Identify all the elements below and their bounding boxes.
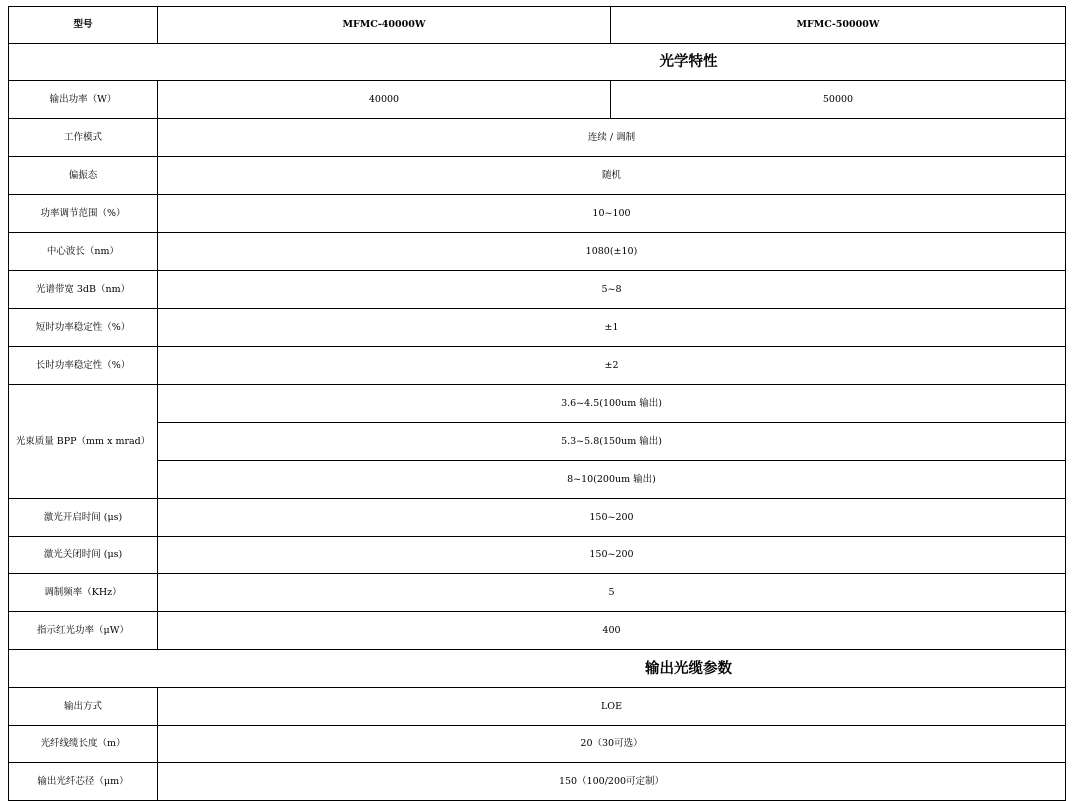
row-value: 5 bbox=[158, 574, 1066, 612]
row-label: 功率调节范围（%） bbox=[9, 195, 158, 233]
row-label: 输出方式 bbox=[9, 688, 158, 726]
row-output-power bbox=[9, 81, 1066, 119]
section-title-optical bbox=[9, 44, 1066, 81]
row-red-light-power bbox=[9, 612, 1066, 650]
row-value: 400 bbox=[158, 612, 1066, 650]
row-beam-quality-3 bbox=[9, 461, 1066, 499]
row-label: 光束质量 BPP（mm x mrad） bbox=[9, 385, 158, 499]
row-value-b: 50000 bbox=[611, 81, 1066, 119]
row-label: 激光关闭时间 (μs) bbox=[9, 537, 158, 574]
row-long-term-stability bbox=[9, 347, 1066, 385]
row-value: 8~10(200um 输出) bbox=[158, 461, 1066, 499]
row-label: 中心波长（nm） bbox=[9, 233, 158, 271]
row-beam-quality-2 bbox=[9, 423, 1066, 461]
row-label: 光谱带宽 3dB（nm） bbox=[9, 271, 158, 309]
row-value: 随机 bbox=[158, 157, 1066, 195]
row-label: 长时功率稳定性（%） bbox=[9, 347, 158, 385]
row-value: 1080(±10) bbox=[158, 233, 1066, 271]
row-center-wavelength bbox=[9, 233, 1066, 271]
model-label-cell: 型号 bbox=[9, 7, 158, 44]
row-power-adjust-range bbox=[9, 195, 1066, 233]
row-value: LOE bbox=[158, 688, 1066, 726]
model-a-cell: MFMC-40000W bbox=[158, 7, 611, 44]
row-label: 偏振态 bbox=[9, 157, 158, 195]
row-value: ±1 bbox=[158, 309, 1066, 347]
row-value: 150~200 bbox=[158, 537, 1066, 574]
row-value: 150（100/200可定制） bbox=[158, 763, 1066, 801]
row-label: 激光开启时间 (μs) bbox=[9, 499, 158, 537]
row-value: ±2 bbox=[158, 347, 1066, 385]
row-label: 短时功率稳定性（%） bbox=[9, 309, 158, 347]
section-optical-text: 光学特性 bbox=[659, 53, 718, 71]
row-label: 工作模式 bbox=[9, 119, 158, 157]
section-row-optical bbox=[9, 44, 1066, 81]
row-beam-quality bbox=[9, 385, 1066, 423]
row-short-term-stability bbox=[9, 309, 1066, 347]
row-value-a: 40000 bbox=[158, 81, 611, 119]
row-label: 指示红光功率（μW） bbox=[9, 612, 158, 650]
row-fiber-core-diameter bbox=[9, 763, 1066, 801]
section-output-cable-text: 输出光缆参数 bbox=[645, 659, 732, 677]
row-polarization bbox=[9, 157, 1066, 195]
row-output-mode bbox=[9, 688, 1066, 726]
header-row bbox=[9, 7, 1066, 44]
row-label: 输出光纤芯径（μm） bbox=[9, 763, 158, 801]
row-modulation-freq bbox=[9, 574, 1066, 612]
row-spectral-width bbox=[9, 271, 1066, 309]
model-b-cell: MFMC-50000W bbox=[611, 7, 1066, 44]
row-laser-off-time bbox=[9, 537, 1066, 574]
section-title-output-cable bbox=[9, 650, 1066, 688]
row-value: 5~8 bbox=[158, 271, 1066, 309]
row-value: 20（30可选） bbox=[158, 726, 1066, 763]
spec-table bbox=[8, 6, 1066, 801]
row-value: 3.6~4.5(100um 输出) bbox=[158, 385, 1066, 423]
row-value: 5.3~5.8(150um 输出) bbox=[158, 423, 1066, 461]
row-label: 调制频率（KHz） bbox=[9, 574, 158, 612]
row-fiber-cable-length bbox=[9, 726, 1066, 763]
row-laser-on-time bbox=[9, 499, 1066, 537]
row-label: 光纤线缆长度（m） bbox=[9, 726, 158, 763]
row-work-mode bbox=[9, 119, 1066, 157]
row-value: 150~200 bbox=[158, 499, 1066, 537]
row-value: 10~100 bbox=[158, 195, 1066, 233]
row-label: 输出功率（W） bbox=[9, 81, 158, 119]
row-value: 连续 / 调制 bbox=[158, 119, 1066, 157]
section-row-output-cable bbox=[9, 650, 1066, 688]
